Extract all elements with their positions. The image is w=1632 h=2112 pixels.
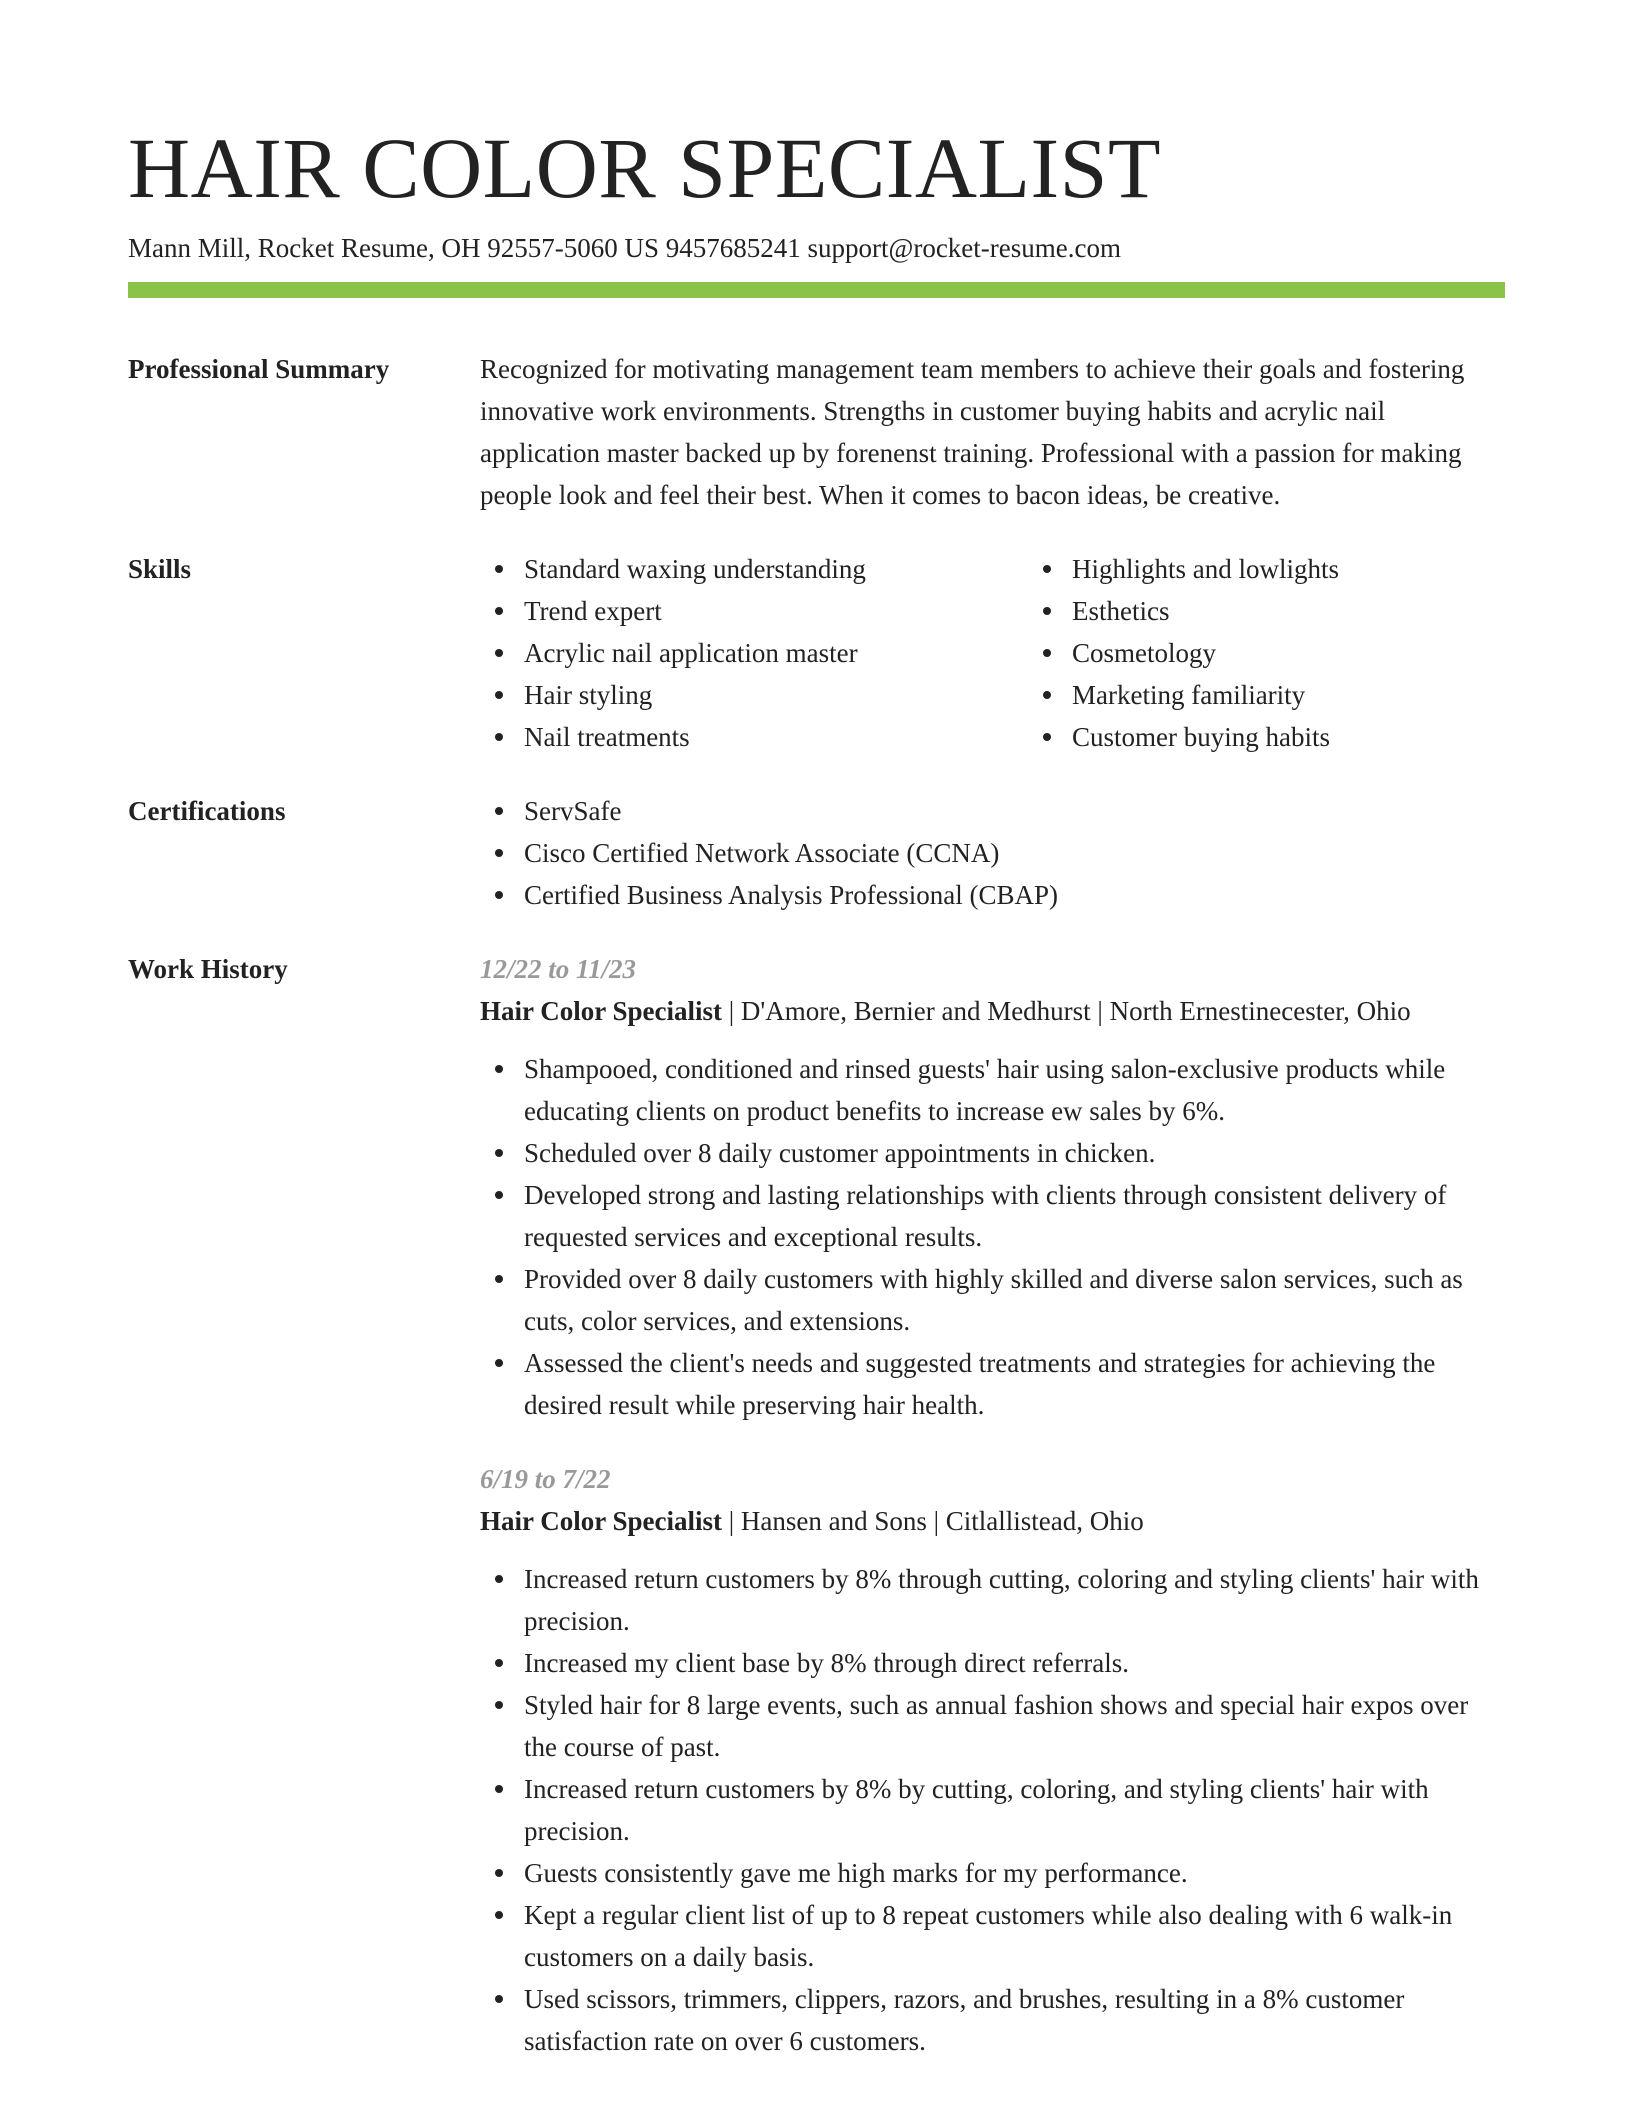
certification-item: Certified Business Analysis Professional (CBAP) — [524, 874, 1505, 916]
resume-title: HAIR COLOR SPECIALIST — [128, 120, 1162, 216]
skill-item: Trend expert — [524, 590, 1028, 632]
job-bullet: Used scissors, trimmers, clippers, razors, and brushes, resulting in a 8% customer satisfaction rate on over 6 customers. — [524, 1978, 1505, 2062]
section-heading-skills: Skills — [128, 554, 192, 584]
job-bullet: Increased my client base by 8% through direct referrals. — [524, 1642, 1505, 1684]
contact-line: Mann Mill, Rocket Resume, OH 92557-5060 US 9457685241 support@rocket-resume.com — [128, 233, 1121, 263]
section-heading-certifications: Certifications — [128, 796, 286, 826]
work-history-section — [128, 948, 1505, 2062]
job-employer-location: | Hansen and Sons | Citlallistead, Ohio — [722, 1506, 1144, 1536]
summary-text: Recognized for motivating management team members to achieve their goals and fostering innovative work environments. Strengths in customer buying habits and acrylic nail application master backed up by forenenst training. Professional with a passion for making people look and feel their best. When it comes to bacon ideas, be creative. — [480, 354, 1465, 510]
section-heading-summary: Professional Summary — [128, 354, 390, 384]
skill-item: Customer buying habits — [1072, 716, 1576, 758]
section-heading-work-history: Work History — [128, 954, 288, 984]
job-entry — [480, 948, 1505, 1426]
certifications-section — [128, 790, 1505, 916]
skills-section — [128, 548, 1505, 758]
skills-columns — [480, 548, 1576, 758]
skill-item: Marketing familiarity — [1072, 674, 1576, 716]
job-title: Hair Color Specialist — [480, 996, 722, 1026]
certifications-body — [480, 790, 1505, 916]
job-entry — [480, 1458, 1505, 2062]
summary-section — [128, 348, 1505, 516]
accent-divider — [128, 282, 1505, 298]
job-bullet: Provided over 8 daily customers with highly skilled and diverse salon services, such as cuts, color services, and extensions. — [524, 1258, 1505, 1342]
job-title: Hair Color Specialist — [480, 1506, 722, 1536]
job-dates: 6/19 to 7/22 — [480, 1464, 611, 1494]
job-bullets — [480, 1048, 1505, 1426]
skill-item: Acrylic nail application master — [524, 632, 1028, 674]
job-bullets — [480, 1558, 1505, 2062]
skill-item: Hair styling — [524, 674, 1028, 716]
skill-item: Cosmetology — [1072, 632, 1576, 674]
skills-list-left — [480, 548, 1028, 758]
job-bullet: Styled hair for 8 large events, such as annual fashion shows and special hair expos over the course of past. — [524, 1684, 1505, 1768]
work-history-body — [480, 948, 1505, 2062]
skill-item: Esthetics — [1072, 590, 1576, 632]
skill-item: Standard waxing understanding — [524, 548, 1028, 590]
certification-item: ServSafe — [524, 790, 1505, 832]
job-bullet: Assessed the client's needs and suggested treatments and strategies for achieving the desired result while preserving hair health. — [524, 1342, 1505, 1426]
certification-item: Cisco Certified Network Associate (CCNA) — [524, 832, 1505, 874]
job-bullet: Kept a regular client list of up to 8 repeat customers while also dealing with 6 walk-in customers on a daily basis. — [524, 1894, 1505, 1978]
job-bullet: Increased return customers by 8% through cutting, coloring and styling clients' hair with precision. — [524, 1558, 1505, 1642]
resume-page — [128, 0, 1505, 2062]
skill-item: Nail treatments — [524, 716, 1028, 758]
job-title-line — [480, 990, 1505, 1032]
job-employer-location: | D'Amore, Bernier and Medhurst | North Ernestinecester, Ohio — [722, 996, 1411, 1026]
job-bullet: Guests consistently gave me high marks for my performance. — [524, 1852, 1505, 1894]
job-title-line — [480, 1500, 1505, 1542]
job-bullet: Increased return customers by 8% by cutting, coloring, and styling clients' hair with precision. — [524, 1768, 1505, 1852]
job-bullet: Scheduled over 8 daily customer appointments in chicken. — [524, 1132, 1505, 1174]
skills-list-right — [1028, 548, 1576, 758]
skill-item: Highlights and lowlights — [1072, 548, 1576, 590]
job-bullet: Shampooed, conditioned and rinsed guests' hair using salon-exclusive products while educating clients on product benefits to increase ew sales by 6%. — [524, 1048, 1505, 1132]
certifications-list — [480, 790, 1505, 916]
job-bullet: Developed strong and lasting relationships with clients through consistent delivery of requested services and exceptional results. — [524, 1174, 1505, 1258]
job-dates: 12/22 to 11/23 — [480, 954, 637, 984]
